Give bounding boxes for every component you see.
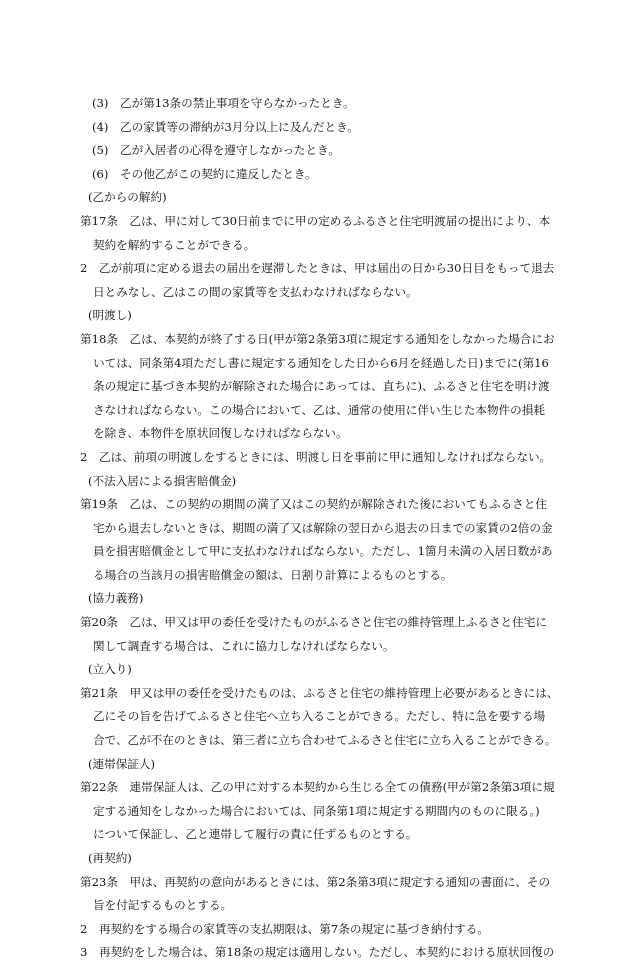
document-line-cont: 日とみなし、乙はこの間の家賃等を支払わなければならない。 (93, 284, 418, 299)
document-line-cont: さなければならない。この場合において、乙は、通常の使用に伴い生じた本物件の損耗 (93, 402, 545, 417)
document-line-para: 3 再契約をした場合は、第18条の規定は適用しない。ただし、本契約における原状回復の (80, 945, 555, 960)
document-line-article: 第21条 甲又は甲の委任を受けたものは、ふるさと住宅の維持管理上必要があるときには、 (80, 685, 559, 700)
document-line-article: 第19条 乙は、この契約の期間の満了又はこの契約が解除された後においてもふるさと住 (80, 497, 547, 512)
document-line-cont: 員を損害賠償金として甲に支払わなければならない。ただし、1箇月未満の入居日数があ (93, 544, 553, 559)
document-line-list: (3) 乙が第13条の禁止事項を守らなかったとき。 (92, 96, 355, 110)
document-line-cont: 契約を解約することができる。 (93, 237, 256, 252)
document-line-list: (4) 乙の家賃等の滞納が3月分以上に及んだとき。 (92, 119, 359, 134)
document-line-article: 第17条 乙は、甲に対して30日前までに甲の定めるふるさと住宅明渡届の提出により、本 (80, 213, 551, 228)
document-line-article: 第18条 乙は、本契約が終了する日(甲が第2条第3項に規定する通知をしなかった場合にお (80, 331, 555, 346)
document-line-heading: (連帯保証人) (88, 756, 156, 771)
document-line-heading: (乙からの解約) (88, 190, 167, 205)
document-line-list: (6) その他乙がこの契約に違反したとき。 (92, 166, 317, 181)
document-line-cont: 条の規定に基づき本契約が解除された場合にあっては、直ちに)、ふるさと住宅を明け渡 (93, 379, 550, 394)
document-line-heading: (協力義務) (88, 591, 144, 606)
document-line-para: 2 乙が前項に定める退去の届出を遅滞したときは、甲は届出の日から30日目をもって退去 (80, 261, 555, 276)
document-line-heading: (不法入居による損害賠償金) (88, 473, 237, 488)
document-line-cont: る場合の当該月の損害賠償金の額は、日割り計算によるものとする。 (93, 567, 453, 582)
document-line-article: 第20条 乙は、甲又は甲の委任を受けたものがふるさと住宅の維持管理上ふるさと住宅に (80, 615, 547, 630)
document-line-cont: を除き、本物件を原状回復しなければならない。 (93, 426, 348, 441)
document-line-list: (5) 乙が入居者の心得を遵守しなかったとき。 (92, 143, 340, 158)
document-line-article: 第23条 甲は、再契約の意向があるときには、第2条第3項に規定する通知の書面に、その (80, 874, 551, 889)
document-line-heading: (立入り) (88, 662, 132, 677)
document-line-article: 第22条 連帯保証人は、乙の甲に対する本契約から生じる全ての債務(甲が第2条第3項に規 (80, 780, 555, 795)
document-line-para: 2 乙は、前項の明渡しをするときには、明渡し日を事前に甲に通知しなければならない。 (80, 449, 552, 464)
document-line-heading: (明渡し) (88, 308, 132, 323)
document-line-cont: 旨を付記するものとする。 (93, 898, 233, 913)
document-line-cont: 宅から退去しないときは、期間の満了又は解除の翌日から退去の日までの家賃の2倍の金 (93, 520, 553, 535)
document-line-cont: について保証し、乙と連帯して履行の責に任ずるものとする。 (93, 827, 418, 842)
document-line-heading: (再契約) (88, 851, 132, 865)
document-line-para: 2 再契約をする場合の家賃等の支払期限は、第7条の規定に基づき納付する。 (80, 921, 489, 936)
document-body (80, 92, 560, 965)
document-line-cont: いては、同条第4項ただし書に規定する通知をした日から6月を経過した日)までに(第16 (93, 355, 549, 370)
document-line-cont: 定する通知をしなかった場合においては、同条第1項に規定する期間内のものに限る。) (93, 803, 540, 818)
document-line-cont: 乙にその旨を告げてふるさと住宅へ立ち入ることができる。ただし、特に急を要する場 (93, 709, 546, 724)
document-line-cont: 関して調査する場合は、これに協力しなければならない。 (93, 638, 395, 653)
document-line-cont: 合で、乙が不在のときは、第三者に立ち合わせてふるさと住宅に立ち入ることができる。 (93, 733, 557, 748)
